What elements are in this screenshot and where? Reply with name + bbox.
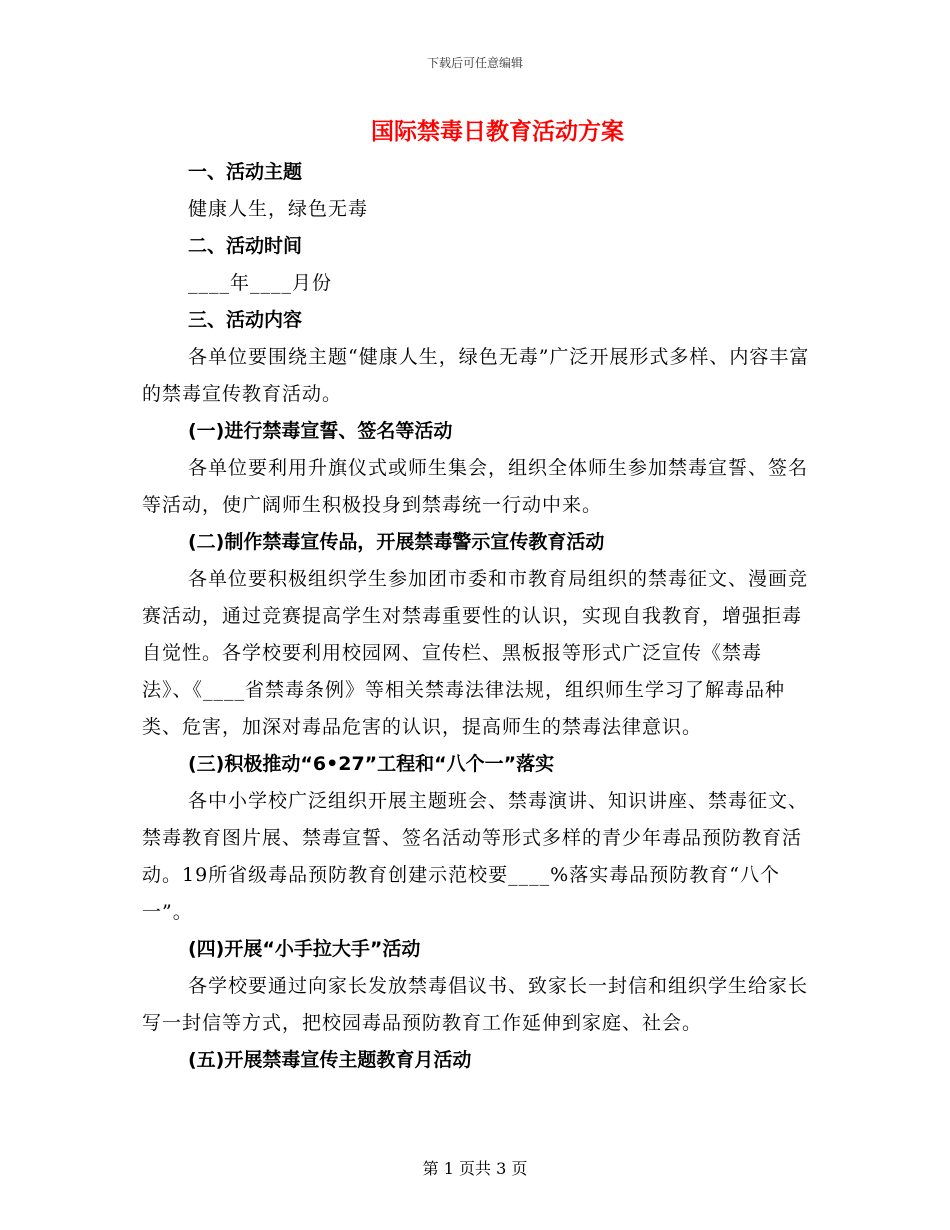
document-body — [142, 154, 812, 1079]
subsection-paragraph-4: 各学校要通过向家长发放禁毒倡议书、致家长一封信和组织学生给家长写一封信等方式，把校园毒品预防教育工作延伸到家庭、社会。 — [142, 975, 809, 1034]
page-header: 下载后可任意编辑 — [426, 56, 523, 70]
subsection-paragraph-1: 各单位要利用升旗仪式或师生集会，组织全体师生参加禁毒宣誓、签名等活动，使广阔师生积极投身到禁毒统一行动中来。 — [142, 457, 809, 516]
subsection-heading-2: (二)制作禁毒宣传品，开展禁毒警示宣传教育活动 — [188, 531, 605, 553]
subsection-paragraph-3: 各中小学校广泛组织开展主题班会、禁毒演讲、知识讲座、禁毒征文、禁毒教育图片展、禁毒宣誓、签名活动等形式多样的青少年毒品预防教育活动。19所省级毒品预防教育创建示范校要____%落实毒品预防教育“八个一”。 — [142, 790, 809, 923]
subsection-heading-5: (五)开展禁毒宣传主题教育月活动 — [188, 1049, 472, 1071]
subsection-paragraph-2: 各单位要积极组织学生参加团市委和市教育局组织的禁毒征文、漫画竞赛活动，通过竞赛提高学生对禁毒重要性的认识，实现自我教育，增强拒毒自觉性。各学校要利用校园网、宣传栏、黑板报等形式广泛宣传《禁毒法》、《____省禁毒条例》等相关禁毒法律法规，组织师生学习了解毒品种类、危害，加深对毒品危害的认识，提高师生的禁毒法律意识。 — [142, 568, 809, 738]
section-heading-time: 二、活动时间 — [188, 235, 303, 257]
section-heading-theme: 一、活动主题 — [188, 161, 303, 183]
subsection-heading-4: (四)开展“小手拉大手”活动 — [188, 938, 421, 960]
content-intro-paragraph: 各单位要围绕主题“健康人生，绿色无毒”广泛开展形式多样、内容丰富的禁毒宣传教育活动。 — [142, 346, 810, 405]
subsection-heading-3: (三)积极推动“6•27”工程和“八个一”落实 — [188, 753, 555, 775]
theme-text: 健康人生，绿色无毒 — [188, 198, 369, 220]
subsection-heading-1: (一)进行禁毒宣誓、签名等活动 — [188, 420, 453, 442]
page-footer: 第 1 页共 3 页 — [422, 1159, 528, 1178]
time-text: ____年____月份 — [188, 272, 333, 294]
document-title: 国际禁毒日教育活动方案 — [371, 119, 624, 145]
section-heading-content: 三、活动内容 — [188, 309, 303, 331]
